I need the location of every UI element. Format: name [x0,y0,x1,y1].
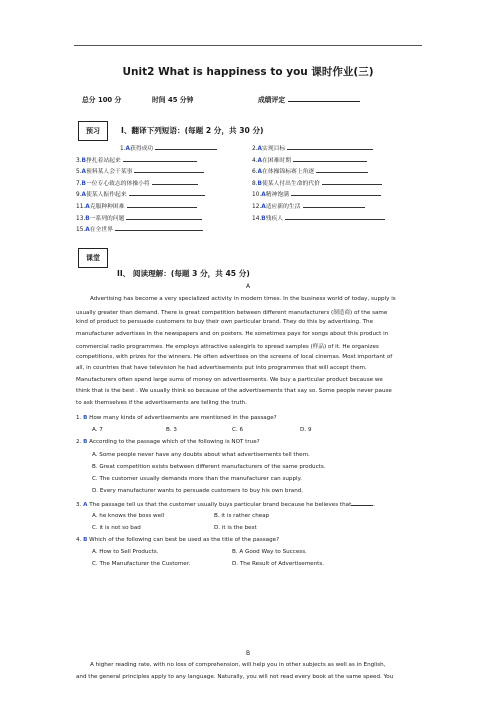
vocab-number: 2. [252,146,258,152]
question-stem [76,500,375,508]
passage-a-line: Advertising has become a very specialized activity in modern times. In the business world of today, supply is [90,296,396,302]
vocab-answer-blank[interactable] [322,179,382,185]
grade-blank[interactable] [288,94,360,102]
passage-b-line: A higher reading rate, with no loss of comprehension, will help you in other subjects as well as in English, [90,662,386,668]
passage-a-line: to ask themselves if the advertisements are telling the truth. [76,399,247,406]
section1-heading: I、翻译下列短语：(每题 2 分，共 30 分) [121,126,264,135]
grade-label: 成绩评定 [258,96,286,104]
vocab-item [76,155,197,164]
vocab-phrase: 挣扎着站起来 [85,157,121,164]
passage-a-label: A [245,283,251,290]
vocab-number: 9. [76,192,82,199]
vocab-item [252,166,368,175]
passage-a-line: manufacturer advertises in the newspapers and on posters. He sometimes pays for songs about this product in [76,330,389,337]
option: C. 6 [232,427,244,434]
vocab-phrase: 使某人振作起来 [86,192,127,199]
passage-a-line: usually greater than demand. There is great competition between different manufacturers (制造商) of the same [76,309,388,316]
passage-a-line: think that is the best . We usually think so because of the advertisements that say so. Some people never pause [76,388,392,394]
vocab-number: 8. [252,180,258,187]
question-text: According to the passage which of the following is NOT true? [87,439,260,446]
vocab-answer: A [85,204,90,210]
vocab-answer: A [81,192,87,199]
vocab-answer-blank[interactable] [134,167,204,173]
option: D. The Result of Advertisements. [232,561,325,568]
option: B. 3 [166,427,177,434]
vocab-answer-blank[interactable] [152,179,198,185]
vocab-answer: B [81,180,86,187]
option: B. Great competition exists between different manufacturers of the same products. [92,463,326,470]
vocab-phrase: 精神饱满 [265,192,289,199]
vocab-answer: B [81,157,86,164]
question-answer: B [83,439,88,446]
vocab-number: 10. [252,192,262,199]
passage-a-line: competitions, with prizes for the winners. He often advertises on the screens of local cinemas. Most important of [76,353,393,360]
vocab-item [252,155,367,164]
vocab-number: 7. [76,180,82,187]
vocab-item [76,178,198,187]
vocab-phrase: 获得成功 [130,146,154,152]
option: C. it is not so bad [92,524,141,531]
question-text: Which of the following can best be used as the title of the passage? [87,537,280,543]
vocab-item [76,189,205,198]
vocab-answer: A [85,227,90,234]
preview-label: 预习 [78,121,108,141]
passage-a-line: Manufacturers often spend large sums of money on advertisements. We buy a particular product because we [76,376,383,383]
vocab-answer-blank[interactable] [155,144,217,150]
vocab-answer: A [257,146,263,152]
passage-a-line: all, in countries that have television he had advertisements put into programmes that will accept them. [76,365,367,371]
vocab-answer: A [261,192,266,199]
time-limit: 时间 45 分钟 [152,96,194,104]
vocab-phrase: 在体操锦标赛上角逐 [262,169,315,176]
option: C. The Manufacturer the Customer. [92,561,191,568]
vocab-phrase: 残疾人 [265,215,284,222]
total-score: 总分 100 分 [82,96,122,104]
option: B. it is rather cheap [214,512,270,519]
vocab-phrase: 适应新的生活 [265,204,301,210]
vocab-answer-blank[interactable] [293,156,367,162]
question-stem [76,537,279,543]
question-number: 4. [76,537,84,543]
vocab-number: 13. [76,215,86,222]
vocab-answer-blank[interactable] [127,202,197,208]
vocab-answer-blank[interactable] [287,144,373,150]
vocab-answer-blank[interactable] [316,167,368,173]
vocab-phrase: 一系列的问题 [89,215,125,222]
vocab-item [252,189,381,198]
vocab-number: 1. [120,146,126,152]
vocab-number: 5. [76,169,82,176]
option: A. How to Sell Products. [92,549,159,556]
vocab-answer-blank[interactable] [285,214,385,220]
vocab-item [76,224,203,233]
question-stem [76,439,260,445]
vocab-item [76,213,202,222]
passage-a-line: commercial radio programmes. He employs attractive salesgirls to spread samples (样品) of it. He organizes [76,344,379,350]
vocab-number: 4. [252,157,258,164]
vocab-answer-blank[interactable] [115,225,203,231]
classroom-label: 课堂 [78,248,108,268]
vocab-number: 6. [252,169,258,176]
vocab-phrase: 预料某人会干某事 [86,169,133,176]
vocab-item [120,143,217,152]
vocab-number: 12. [252,204,262,210]
option: A. he knows the boss well [92,512,165,519]
vocab-answer: A [261,204,266,210]
option: D. it is the best [214,524,257,531]
vocab-answer-blank[interactable] [129,190,205,196]
vocab-phrase: 使某人付出生命的代价 [261,180,320,187]
vocab-phrase: 在全世界 [89,227,113,234]
vocab-answer: B [261,215,266,222]
vocab-answer-blank[interactable] [123,156,197,162]
option: A. Some people never have any doubts about what advertisements tell them. [92,451,310,458]
question-answer: A [83,502,88,509]
vocab-item [76,201,197,210]
option: B. A Good Way to Success. [232,549,307,556]
option: D. Every manufacturer wants to persuade customers to buy his own brand. [92,488,304,495]
vocab-answer: A [81,169,87,176]
grade-field [258,94,360,104]
option: C. The customer usually demands more than the manufacturer can supply. [92,476,302,482]
vocab-number: 11. [76,204,86,210]
question-text: The passage tell us that the customer usually buys particular brand because he believes that [87,502,352,509]
passage-a-line: kind of product to persuade customers to buy their own particular brand. They do this by advertising. The [76,319,374,325]
vocab-answer-blank[interactable] [126,214,202,220]
vocab-item [76,166,204,175]
vocab-answer: A [125,146,131,152]
question-answer: B [83,415,88,421]
vocab-answer: A [257,157,263,164]
vocab-phrase: 在困难时期 [262,157,292,164]
passage-b-label: B [245,650,251,657]
vocab-number: 3. [76,157,82,164]
question-text: How many kinds of advertisements are mentioned in the passage? [87,415,277,421]
vocab-item [252,201,365,210]
passage-b-line: and the general principles apply to any language. Naturally, you will not read every book at the same speed. You [76,673,394,680]
vocab-number: 14. [252,215,262,222]
option: D. 9 [300,427,312,434]
vocab-number: 15. [76,227,86,234]
option: A. 7 [92,427,103,434]
question-number: 3. [76,502,84,509]
vocab-phrase: 实现目标 [262,146,286,152]
vocab-phrase: 一位专心致志的体操小将 [85,180,150,187]
vocab-item [252,178,382,187]
vocab-item [252,143,373,152]
vocab-answer-blank[interactable] [291,190,381,196]
page-title: Unit2 What is happiness to you 课时作业(三) [122,66,374,78]
question-blank[interactable] [351,500,376,509]
vocab-phrase: 克服种种困难 [89,204,125,210]
question-stem-end: . [373,502,376,509]
vocab-answer: B [257,180,262,187]
section2-heading: II、 阅读理解：(每题 3 分，共 45 分) [117,269,250,278]
question-stem [76,415,277,421]
vocab-answer: A [257,169,263,176]
vocab-answer-blank[interactable] [303,202,365,208]
question-number: 2. [76,439,84,446]
vocab-item [252,213,385,222]
vocab-answer: B [85,215,90,222]
question-answer: B [83,537,88,543]
question-number: 1. [76,415,84,421]
top-rule [74,45,422,46]
